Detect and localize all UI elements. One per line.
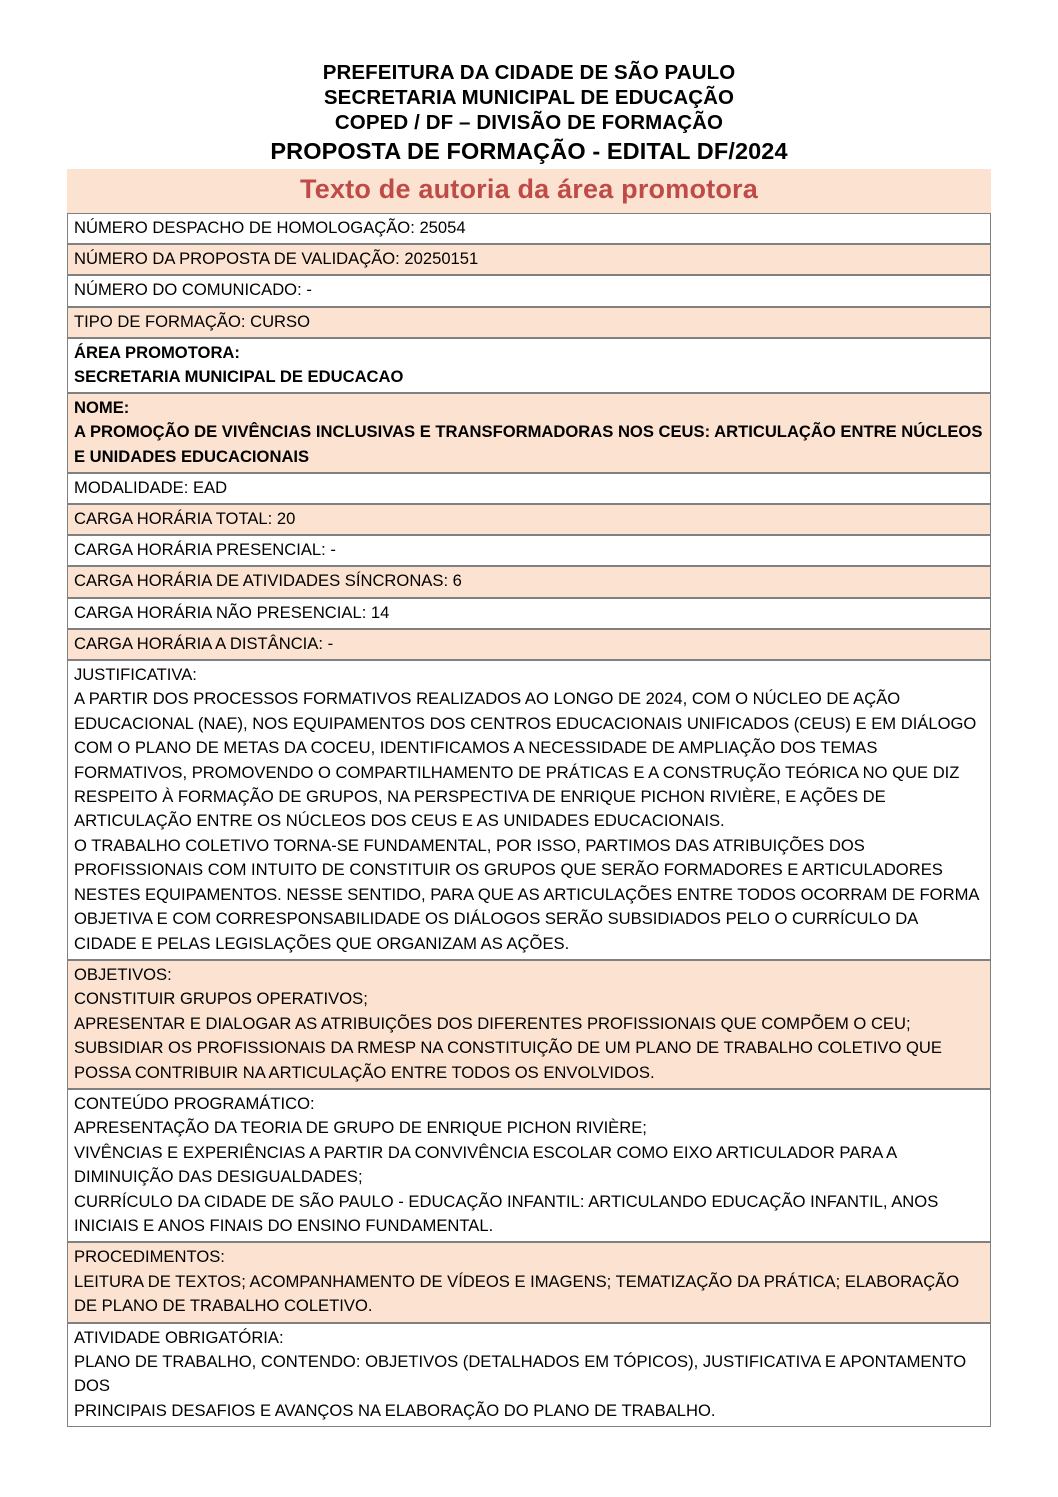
document-header	[0, 0, 1058, 166]
table-row	[67, 598, 991, 629]
table-row	[67, 629, 991, 660]
header-line-coped: COPED / DF – DIVISÃO DE FORMAÇÃO	[334, 111, 724, 134]
procedimentos-text: LEITURA DE TEXTOS; ACOMPANHAMENTO DE VÍDEOS E IMAGENS; TEMATIZAÇÃO DA PRÁTICA; ELABORAÇÃO DE PLANO DE TRABALHO COLETIVO.	[74, 1271, 960, 1316]
field-nome	[67, 393, 991, 473]
atividade-obrigatoria-label: ATIVIDADE OBRIGATÓRIA:	[74, 1327, 284, 1347]
field-atividade-obrigatoria	[67, 1323, 991, 1428]
nome-label: NOME:	[74, 398, 130, 418]
area-promotora-label: ÁREA PROMOTORA:	[74, 342, 240, 362]
objetivos-label: OBJETIVOS:	[74, 964, 172, 984]
field-objetivos	[67, 960, 991, 1089]
table-row	[67, 535, 991, 566]
table-row	[67, 473, 991, 504]
field-modalidade: MODALIDADE: EAD	[67, 473, 991, 504]
header-line-prefeitura: PREFEITURA DA CIDADE DE SÃO PAULO	[322, 61, 736, 84]
objetivos-item: APRESENTAR E DIALOGAR AS ATRIBUIÇÕES DOS DIFERENTES PROFISSIONAIS QUE COMPÕEM O CEU;	[74, 1013, 911, 1033]
field-procedimentos	[67, 1242, 991, 1322]
table-row	[67, 213, 991, 244]
field-numero-proposta-validacao: NÚMERO DA PROPOSTA DE VALIDAÇÃO: 20250151	[67, 244, 991, 275]
table-row	[67, 1089, 991, 1242]
area-promotora-value: SECRETARIA MUNICIPAL DE EDUCACAO	[74, 367, 404, 387]
table-row-banner	[67, 169, 991, 213]
atividade-obrigatoria-line-1: PLANO DE TRABALHO, CONTENDO: OBJETIVOS (DETALHADOS EM TÓPICOS), JUSTIFICATIVA E APONTAMENTO DOS	[74, 1352, 967, 1396]
justificativa-paragraph-1: A PARTIR DOS PROCESSOS FORMATIVOS REALIZADOS AO LONGO DE 2024, COM O NÚCLEO DE AÇÃO EDUCACIONAL (NAE), NOS EQUIPAMENTOS DOS CENTROS EDUCACIONAIS UNIFICADOS (CEUS) E EM DIÁLOGO COM O PLANO DE METAS DA COCEU, IDENTIFICAMOS A NECESSIDADE DE AMPLIAÇÃO DOS TEMAS FORMATIVOS, PROMOVENDO O COMPARTILHAMENTO DE PRÁTICAS E A CONSTRUÇÃO TEÓRICA NO QUE DIZ RESPEITO À FORMAÇÃO DE GRUPOS, NA PERSPECTIVA DE ENRIQUE PICHON RIVIÈRE, E AÇÕES DE ARTICULAÇÃO ENTRE OS NÚCLEOS DOS CEUS E AS UNIDADES EDUCACIONAIS.	[74, 689, 977, 831]
field-numero-comunicado: NÚMERO DO COMUNICADO: -	[67, 275, 991, 306]
objetivos-item: SUBSIDIAR OS PROFISSIONAIS DA RMESP NA CONSTITUIÇÃO DE UM PLANO DE TRABALHO COLETIVO QUE POSSA CONTRIBUIR NA ARTICULAÇÃO ENTRE TODOS OS ENVOLVIDOS.	[74, 1038, 942, 1082]
field-tipo-formacao: TIPO DE FORMAÇÃO: CURSO	[67, 307, 991, 338]
field-carga-horaria-distancia: CARGA HORÁRIA A DISTÂNCIA: -	[67, 629, 991, 660]
header-line-proposta: PROPOSTA DE FORMAÇÃO - EDITAL DF/2024	[270, 138, 788, 164]
table-row	[67, 960, 991, 1089]
objetivos-item: CONSTITUIR GRUPOS OPERATIVOS;	[74, 989, 368, 1009]
field-carga-horaria-sincronas: CARGA HORÁRIA DE ATIVIDADES SÍNCRONAS: 6	[67, 566, 991, 597]
table-row	[67, 1242, 991, 1322]
field-justificativa	[67, 660, 991, 960]
table-row	[67, 660, 991, 960]
proposta-form-table	[67, 169, 991, 1427]
procedimentos-label: PROCEDIMENTOS:	[74, 1247, 225, 1267]
field-conteudo-programatico	[67, 1089, 991, 1242]
table-row	[67, 504, 991, 535]
conteudo-programatico-item: VIVÊNCIAS E EXPERIÊNCIAS A PARTIR DA CONVIVÊNCIA ESCOLAR COMO EIXO ARTICULADOR PARA A DIMINUIÇÃO DAS DESIGUALDADES;	[74, 1142, 897, 1187]
table-row	[67, 1323, 991, 1428]
banner-cell	[67, 169, 991, 213]
conteudo-programatico-item: APRESENTAÇÃO DA TEORIA DE GRUPO DE ENRIQUE PICHON RIVIÈRE;	[74, 1118, 647, 1138]
header-line-secretaria: SECRETARIA MUNICIPAL DE EDUCAÇÃO	[323, 86, 735, 109]
field-numero-despacho-homologacao: NÚMERO DESPACHO DE HOMOLOGAÇÃO: 25054	[67, 213, 991, 244]
banner-title: Texto de autoria da área promotora	[300, 174, 758, 204]
field-carga-horaria-nao-presencial: CARGA HORÁRIA NÃO PRESENCIAL: 14	[67, 598, 991, 629]
field-carga-horaria-presencial: CARGA HORÁRIA PRESENCIAL: -	[67, 535, 991, 566]
justificativa-label: JUSTIFICATIVA:	[74, 665, 197, 685]
justificativa-paragraph-2: O TRABALHO COLETIVO TORNA-SE FUNDAMENTAL, POR ISSO, PARTIMOS DAS ATRIBUIÇÕES DOS PROFISSIONAIS COM INTUITO DE CONSTITUIR OS GRUPOS QUE SERÃO FORMADORES E ARTICULADORES NESTES EQUIPAMENTOS. NESSE SENTIDO, PARA QUE AS ARTICULAÇÕES ENTRE TODOS OCORRAM DE FORMA OBJETIVA E COM CORRESPONSABILIDADE OS DIÁLOGOS SERÃO SUBSIDIADOS PELO O CURRÍCULO DA CIDADE E PELAS LEGISLAÇÕES QUE ORGANIZAM AS AÇÕES.	[74, 835, 979, 953]
nome-value: A PROMOÇÃO DE VIVÊNCIAS INCLUSIVAS E TRANSFORMADORAS NOS CEUS: ARTICULAÇÃO ENTRE NÚCLEOS E UNIDADES EDUCACIONAIS	[74, 422, 983, 466]
table-row	[67, 275, 991, 306]
table-row	[67, 244, 991, 275]
field-area-promotora	[67, 338, 991, 393]
atividade-obrigatoria-line-2: PRINCIPAIS DESAFIOS E AVANÇOS NA ELABORAÇÃO DO PLANO DE TRABALHO.	[74, 1400, 716, 1420]
table-row	[67, 338, 991, 393]
conteudo-programatico-label: CONTEÚDO PROGRAMÁTICO:	[74, 1093, 315, 1113]
table-row	[67, 393, 991, 473]
table-row	[67, 307, 991, 338]
table-row	[67, 566, 991, 597]
field-carga-horaria-total: CARGA HORÁRIA TOTAL: 20	[67, 504, 991, 535]
conteudo-programatico-item: CURRÍCULO DA CIDADE DE SÃO PAULO - EDUCAÇÃO INFANTIL: ARTICULANDO EDUCAÇÃO INFANTIL, ANOS INICIAIS E ANOS FINAIS DO ENSINO FUNDAMENTAL.	[74, 1191, 939, 1235]
